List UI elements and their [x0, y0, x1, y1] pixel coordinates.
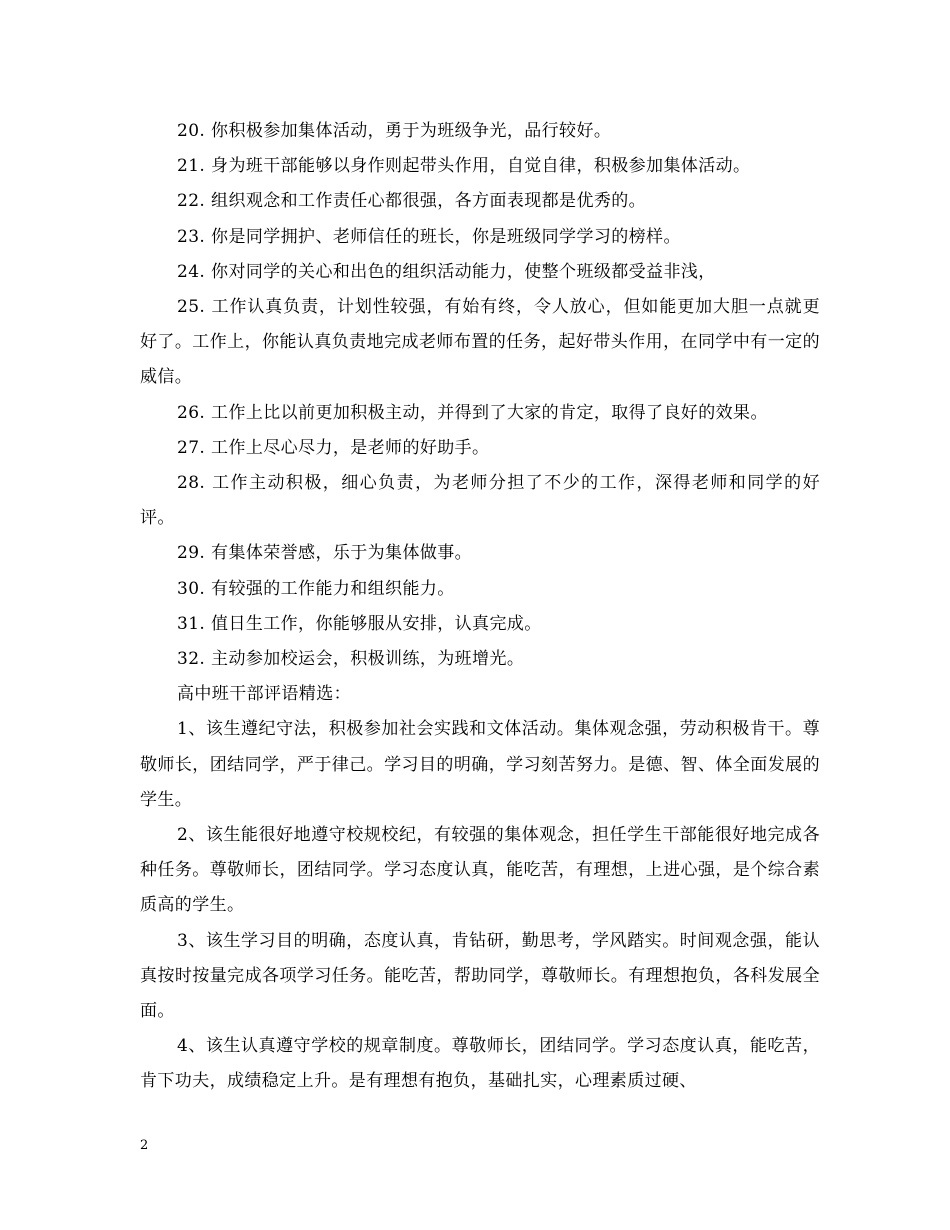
- paragraph-item-23: 23. 你是同学拥护、老师信任的班长，你是班级同学学习的榜样。: [177, 226, 681, 247]
- section-paragraph-2: 2、该生能很好地遵守校规校纪，有较强的集体观念，担任学生干部能很好地完成各种任务。尊敬师长，团结同学。学习态度认真，能吃苦，有理想，上进心强，是个综合素质高的学生。: [140, 825, 820, 916]
- section-paragraph-1: 1、该生遵纪守法，积极参加社会实践和文体活动。集体观念强，劳动积极肯干。尊敬师长，团结同学，严于律己。学习目的明确，学习刻苦努力。是德、智、体全面发展的学生。: [140, 719, 820, 810]
- paragraph-item-24: 24. 你对同学的关心和出色的组织活动能力，使整个班级都受益非浅，: [177, 261, 716, 282]
- paragraph-item-32: 32. 主动参加校运会，积极训练，为班增光。: [177, 649, 525, 670]
- paragraph-item-20: 20. 你积极参加集体活动，勇于为班级争光，品行较好。: [177, 121, 612, 141]
- paragraph-item-22: 22. 组织观念和工作责任心都很强，各方面表现都是优秀的。: [177, 191, 647, 212]
- paragraph-item-25: 25. 工作认真负责，计划性较强，有始有终，令人放心，但如能更加大胆一点就更好了。工作上，你能认真负责地完成老师布置的任务，起好带头作用，在同学中有一定的威信。: [140, 297, 820, 388]
- paragraph-item-30: 30. 有较强的工作能力和组织能力。: [177, 578, 455, 599]
- paragraph-item-31: 31. 值日生工作，你能够服从安排，认真完成。: [177, 613, 542, 634]
- page-number: 2: [140, 1138, 149, 1153]
- document-body: [140, 114, 820, 1100]
- section-heading: 高中班干部评语精选：: [177, 684, 351, 705]
- section-paragraph-3: 3、该生学习目的明确，态度认真，肯钻研，勤思考，学风踏实。时间观念强，能认真按时按量完成各项学习任务。能吃苦，帮助同学，尊敬师长。有理想抱负，各科发展全面。: [140, 930, 820, 1022]
- paragraph-item-29: 29. 有集体荣誉感，乐于为集体做事。: [177, 543, 473, 564]
- paragraph-item-21: 21. 身为班干部能够以身作则起带头作用，自觉自律，积极参加集体活动。: [177, 156, 751, 177]
- section-paragraph-4: 4、该生认真遵守学校的规章制度。尊敬师长，团结同学。学习态度认真，能吃苦，肯下功夫，成绩稳定上升。是有理想有抱负，基础扎实，心理素质过硬、: [140, 1036, 820, 1092]
- paragraph-item-28: 28. 工作主动积极，细心负责，为老师分担了不少的工作，深得老师和同学的好评。: [140, 473, 820, 529]
- paragraph-item-26: 26. 工作上比以前更加积极主动，并得到了大家的肯定，取得了良好的效果。: [177, 402, 768, 423]
- paragraph-item-27: 27. 工作上尽心尽力，是老师的好助手。: [177, 437, 490, 458]
